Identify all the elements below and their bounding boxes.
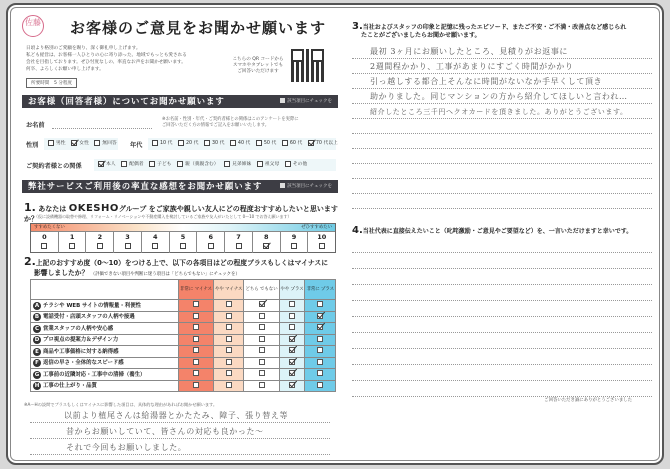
rating-checkbox[interactable]	[193, 370, 199, 376]
cell	[279, 357, 305, 369]
cell	[214, 311, 244, 323]
row-label	[31, 357, 179, 369]
cell	[279, 346, 305, 358]
row-label	[31, 300, 179, 312]
intro-text	[26, 45, 236, 73]
option-label: 兄弟姉妹	[232, 162, 252, 167]
row-label-text: チラシや WEB サイトの情報量・利便性	[43, 302, 141, 309]
name-field[interactable]	[52, 115, 152, 129]
scale-checkbox[interactable]	[236, 243, 242, 249]
cell	[179, 311, 214, 323]
cell	[279, 300, 305, 312]
relation-checkbox[interactable]	[98, 161, 104, 167]
gender-checkbox[interactable]	[48, 140, 54, 146]
cell	[214, 369, 244, 381]
rating-checkbox[interactable]	[317, 370, 323, 376]
option-label: 女性	[79, 141, 89, 146]
row-label	[31, 380, 179, 392]
cell	[244, 357, 279, 369]
question-text: あなたは	[38, 205, 67, 213]
relation-checkbox[interactable]	[224, 161, 230, 167]
age-label: 年代	[130, 142, 143, 149]
rating-checkbox[interactable]	[259, 301, 265, 307]
recommend-scale	[30, 223, 336, 253]
row-label-text: 電話受付・店頭スタッフの人柄や接遇	[43, 314, 135, 321]
rating-checkbox[interactable]	[259, 382, 265, 388]
row-label-text: 工事の仕上がり・品質	[43, 383, 97, 390]
qr-caption	[228, 57, 288, 75]
column-header: やや マイナス	[214, 280, 244, 300]
checkbox-icon	[280, 98, 285, 103]
cell	[214, 357, 244, 369]
question-text: グループ をご家族や親しい友人にどの程度おすすめしたいと思いますか？	[24, 205, 338, 223]
question-1	[24, 201, 338, 224]
age-checkbox[interactable]	[282, 140, 288, 146]
question-sub: （評価できない項目や判断に迷う項目は「どちらでもない」にチェックを）	[90, 272, 240, 277]
closing-message: ご回答いただき誠にありがとうございました	[544, 398, 632, 403]
scale-option[interactable]	[59, 232, 87, 253]
scale-number: 2	[97, 233, 103, 241]
cell	[305, 357, 336, 369]
rating-checkbox[interactable]	[193, 313, 199, 319]
scale-option[interactable]	[281, 232, 309, 253]
rating-checkbox[interactable]	[289, 370, 295, 376]
table-row	[31, 323, 336, 335]
age-checkbox[interactable]	[204, 140, 210, 146]
scale-options	[31, 232, 335, 253]
cell	[214, 346, 244, 358]
cell	[244, 311, 279, 323]
rating-checkbox[interactable]	[289, 347, 295, 353]
option-label: 20 代	[185, 141, 199, 146]
rating-checkbox[interactable]	[259, 347, 265, 353]
letter-badge-icon: A	[34, 302, 40, 309]
table-row	[31, 346, 336, 358]
question-number: 1.	[24, 201, 36, 214]
check-note-text: 該当項目にチェックを	[287, 184, 332, 189]
question-text: 当社およびスタッフの印象と記憶に残ったエピソード、またご不安・ご不満・改善点など感じられ	[362, 24, 627, 31]
relation-checkbox[interactable]	[149, 161, 155, 167]
rating-checkbox[interactable]	[259, 336, 265, 342]
table-row	[31, 300, 336, 312]
rating-checkbox[interactable]	[193, 301, 199, 307]
q4-answer-line[interactable]	[352, 383, 652, 397]
table-header	[31, 280, 336, 300]
scale-option[interactable]	[31, 232, 59, 253]
rating-checkbox[interactable]	[289, 382, 295, 388]
q2-answer-line[interactable]: 昔からお願いしていて、皆さんの対応も良かった〜	[30, 425, 330, 439]
cell	[214, 300, 244, 312]
letter-badge-icon: D	[34, 337, 40, 344]
scale-option[interactable]	[170, 232, 198, 253]
relation-checkbox[interactable]	[257, 161, 263, 167]
rating-checkbox[interactable]	[226, 336, 232, 342]
letter-badge-icon: B	[34, 314, 40, 321]
row-label-text: 営業スタッフの人柄や安心感	[43, 325, 114, 332]
column-header: 非常に マイナス	[179, 280, 214, 300]
cell	[244, 369, 279, 381]
question-1-sub: （仮に設備機器の取替や修理、リフォーム・リノベーションや不動産購入を検討しているご家族や友人がいたとして 0〜10 でお答え願います）	[34, 214, 292, 219]
name-note	[162, 117, 299, 128]
option-label: 祖父母	[264, 162, 280, 167]
cell	[214, 334, 244, 346]
cell	[179, 323, 214, 335]
question-4	[352, 225, 632, 236]
rating-checkbox[interactable]	[289, 359, 295, 365]
cell	[179, 357, 214, 369]
row-label	[31, 346, 179, 358]
rating-checkbox[interactable]	[317, 359, 323, 365]
question-text: たことがございましたらお聞かせ願います。	[361, 32, 481, 39]
age-checkbox[interactable]	[308, 140, 314, 146]
option-label: 60 代	[289, 141, 303, 146]
rating-checkbox[interactable]	[226, 324, 232, 330]
option-label: 30 代	[211, 141, 225, 146]
scale-checkbox[interactable]	[152, 243, 158, 249]
cell	[279, 323, 305, 335]
brand-name: OKESHO	[68, 203, 119, 214]
seal-stamp: 佐藤	[22, 15, 44, 37]
survey-sheet	[6, 3, 664, 465]
row-label-text: 返信の早さ・全体的なスピード感	[43, 360, 124, 367]
relation-options	[94, 159, 336, 171]
scale-number: 5	[180, 233, 186, 241]
option-label: 50 代	[263, 141, 277, 146]
option-label: その他	[292, 162, 308, 167]
option-label: 10 代	[160, 141, 173, 146]
row-label	[31, 369, 179, 381]
left-column	[12, 5, 338, 467]
cell	[305, 369, 336, 381]
rating-checkbox[interactable]	[317, 301, 323, 307]
cell	[305, 380, 336, 392]
scale-left-label: すすめたくない	[34, 225, 65, 230]
impact-table	[30, 279, 336, 392]
section-title: 弊社サービスご利用後の率直な感想をお聞かせ願います	[28, 181, 263, 191]
cell	[305, 300, 336, 312]
age-checkbox[interactable]	[152, 140, 158, 146]
respondent-section-bar	[22, 95, 338, 108]
rating-checkbox[interactable]	[193, 347, 199, 353]
letter-badge-icon: H	[34, 383, 40, 390]
scale-option[interactable]	[225, 232, 253, 253]
age-checkbox[interactable]	[230, 140, 236, 146]
scale-checkbox[interactable]	[41, 243, 47, 249]
letter-badge-icon: G	[34, 371, 40, 378]
option-label: 無回答	[102, 141, 117, 146]
rating-checkbox[interactable]	[289, 336, 295, 342]
option-label: 本人	[106, 162, 116, 167]
q3-answer-line[interactable]: 紹介したところ三千円へクオカードを頂きました。ありがとうございます。	[352, 105, 652, 119]
q3-answer-line[interactable]	[352, 195, 652, 209]
rating-checkbox[interactable]	[226, 313, 232, 319]
scale-number: 3	[125, 233, 130, 241]
q3-answer-line[interactable]: 最初 3ヶ月にお願いしたところ、見積りがお返事に	[352, 45, 652, 59]
table-row	[31, 380, 336, 392]
relation-checkbox[interactable]	[177, 161, 183, 167]
table-row	[31, 357, 336, 369]
scale-checkbox[interactable]	[97, 243, 103, 249]
option-label: 親（義親含む）	[185, 162, 219, 167]
rating-checkbox[interactable]	[259, 313, 265, 319]
time-required: 所要時間 5 分程度	[26, 78, 77, 88]
rating-checkbox[interactable]	[193, 336, 199, 342]
gender-options	[44, 138, 118, 150]
q4-answer-line[interactable]	[352, 303, 652, 317]
row-label	[31, 323, 179, 335]
q4-answer-line[interactable]	[352, 255, 652, 269]
q4-answer-line[interactable]	[352, 271, 652, 285]
option-label: 40 代	[237, 141, 251, 146]
q4-answer-line[interactable]	[352, 335, 652, 349]
rating-checkbox[interactable]	[259, 324, 265, 330]
rating-checkbox[interactable]	[317, 336, 323, 342]
scale-gradient	[31, 224, 335, 232]
gender-checkbox[interactable]	[71, 140, 77, 146]
q2-answer-line[interactable]: 以前より植尾さんは給湯器とかたたみ、障子、張り替え等	[30, 409, 330, 423]
q3-answer-line[interactable]: 助かりました。同じマンションの方から紹介してほしいと言われ…	[352, 90, 652, 104]
q4-answer-line[interactable]	[352, 367, 652, 381]
q3-answer-line[interactable]	[352, 165, 652, 179]
q2-footnote: ※A〜Hの設問でプラスもしくはマイナスに影響した項目は、具体的な理由があればお聞かせ願います。	[24, 402, 218, 407]
impressions-section-bar	[22, 180, 338, 193]
intro-line: 日頃より格別のご愛顧を賜り、深く御礼申し上げます。	[26, 46, 141, 51]
cell	[244, 300, 279, 312]
check-note	[280, 95, 332, 108]
q3-answer-line[interactable]	[352, 120, 652, 134]
qr-caption-line: ご回答いただけます	[237, 69, 279, 74]
question-number: 4.	[352, 225, 363, 236]
scale-checkbox[interactable]	[263, 243, 269, 249]
relation-checkbox[interactable]	[285, 161, 291, 167]
row-label	[31, 311, 179, 323]
qr-caption-line: スマホやタブレットでも	[232, 63, 284, 68]
cell	[279, 380, 305, 392]
rating-checkbox[interactable]	[193, 382, 199, 388]
table-row	[31, 311, 336, 323]
row-label-text: 商品や工事価格に対する納得感	[43, 348, 119, 355]
header-blank	[31, 280, 179, 300]
cell	[244, 334, 279, 346]
scale-checkbox[interactable]	[291, 243, 297, 249]
check-note-text: 該当項目にチェックを	[287, 99, 332, 104]
rating-checkbox[interactable]	[226, 359, 232, 365]
cell	[214, 380, 244, 392]
scale-option[interactable]	[114, 232, 142, 253]
row-label-text: 工事前の近隣対応・工事中の清掃（養生）	[43, 371, 146, 378]
option-label: 子ども	[157, 162, 172, 167]
intro-line: 私ども経営は、お客様一人ひとりの心に寄り添った、地域でもっとも愛される	[26, 53, 187, 58]
table-row	[31, 369, 336, 381]
cell	[179, 380, 214, 392]
q2-answer-line[interactable]: それで今回もお願いしました。	[30, 441, 330, 455]
scale-option[interactable]	[308, 232, 335, 253]
rating-checkbox[interactable]	[193, 324, 199, 330]
q3-answer-line[interactable]: 引っ越しする都合上そんなに時間がないなか手早くして頂き	[352, 75, 652, 89]
q4-answer-line[interactable]	[352, 351, 652, 365]
cell	[244, 323, 279, 335]
q4-answer-line[interactable]	[352, 319, 652, 333]
rating-checkbox[interactable]	[289, 313, 295, 319]
cell	[179, 369, 214, 381]
cell	[214, 323, 244, 335]
scale-number: 7	[236, 233, 241, 241]
page-title: お客様のご意見をお聞かせ願います	[70, 19, 327, 37]
rating-checkbox[interactable]	[226, 382, 232, 388]
scale-checkbox[interactable]	[125, 243, 131, 249]
question-number: 2.	[24, 255, 36, 268]
check-note	[280, 180, 332, 193]
q3-answer-line[interactable]	[352, 180, 652, 194]
cell	[279, 311, 305, 323]
question-number: 3.	[352, 21, 363, 32]
right-column	[344, 5, 662, 467]
intro-line: 会社を目指しております。ぜひ忖度なしの、率直なお声をお聞かせ願います。	[26, 60, 186, 65]
scale-checkbox[interactable]	[180, 243, 186, 249]
checkbox-icon	[280, 183, 285, 188]
cell	[279, 369, 305, 381]
age-checkbox[interactable]	[178, 140, 184, 146]
q3-answer-line[interactable]	[352, 150, 652, 164]
relation-checkbox[interactable]	[121, 161, 127, 167]
relation-label: ご契約者様との関係	[26, 163, 82, 170]
scale-option[interactable]	[86, 232, 114, 253]
rating-checkbox[interactable]	[289, 324, 295, 330]
scale-option[interactable]	[253, 232, 281, 253]
question-3	[352, 23, 626, 40]
header	[18, 13, 336, 39]
scale-checkbox[interactable]	[208, 243, 214, 249]
scale-option[interactable]	[142, 232, 170, 253]
rating-checkbox[interactable]	[226, 301, 232, 307]
age-checkbox[interactable]	[256, 140, 262, 146]
name-label: お名前	[26, 122, 45, 129]
scale-number: 10	[317, 233, 327, 241]
scale-option[interactable]	[197, 232, 225, 253]
scale-checkbox[interactable]	[69, 243, 75, 249]
cell	[179, 300, 214, 312]
note-line: ご回答いただく方の情報でご記入をお願いいたします。	[162, 122, 270, 128]
section-title: お客様（回答者様）についてお聞かせ願います	[28, 96, 225, 106]
letter-badge-icon: C	[34, 325, 40, 332]
rating-checkbox[interactable]	[317, 324, 323, 330]
column-header: 非常に プラス	[305, 280, 336, 300]
option-label: 70 代以上	[315, 141, 338, 146]
scale-number: 8	[263, 233, 269, 241]
scale-right-label: ぜひすすめたい	[301, 225, 332, 230]
cell	[244, 380, 279, 392]
rating-checkbox[interactable]	[289, 301, 295, 307]
rating-checkbox[interactable]	[317, 313, 323, 319]
cell	[179, 346, 214, 358]
scale-number: 9	[291, 233, 297, 241]
cell	[305, 323, 336, 335]
rating-checkbox[interactable]	[259, 359, 265, 365]
row-label-text: プロ視点の提案力＆デザイン力	[43, 337, 119, 344]
rating-checkbox[interactable]	[226, 370, 232, 376]
rating-checkbox[interactable]	[259, 370, 265, 376]
scale-number: 4	[153, 233, 158, 241]
age-options	[148, 138, 336, 150]
cell	[305, 334, 336, 346]
qr-caption-line: こちらの QR コードから	[232, 57, 284, 62]
scale-number: 6	[208, 233, 214, 241]
rating-checkbox[interactable]	[317, 382, 323, 388]
question-text: 影響しましたか？	[34, 269, 89, 277]
scale-number: 1	[69, 233, 75, 241]
intro-line: 何卒、よろしくお願い申し上げます。	[26, 67, 104, 72]
scale-number: 0	[42, 233, 47, 241]
q3-answer-line[interactable]: 2週間程かかり、工事があまりにすごく時間がかかり	[352, 60, 652, 74]
rating-checkbox[interactable]	[317, 347, 323, 353]
rating-checkbox[interactable]	[193, 359, 199, 365]
column-header: やや プラス	[279, 280, 305, 300]
q4-answer-line[interactable]	[352, 239, 652, 253]
table-row	[31, 334, 336, 346]
note-line: ※お名前・性別・年代・ご契約者様との関係はこのアンケートを実際に	[162, 117, 299, 122]
column-header: どちら でもない	[244, 280, 279, 300]
gender-checkbox[interactable]	[94, 140, 100, 146]
cell	[279, 334, 305, 346]
cell	[244, 346, 279, 358]
scale-checkbox[interactable]	[319, 243, 325, 249]
gender-label: 性別	[26, 142, 39, 149]
question-text: 上記のおすすめ度（0〜10）をつける上で、以下の各項目はどの程度プラスもしくはマイナスに	[35, 259, 329, 267]
question-text: 当社代表に直接伝えたいこと（叱咤激励・ご意見やご要望など）を、一言いただけますと幸いです。	[362, 228, 633, 235]
letter-badge-icon: F	[33, 359, 41, 367]
question-2	[24, 257, 328, 280]
qr-code-icon[interactable]	[291, 49, 324, 82]
q3-answer-line[interactable]	[352, 135, 652, 149]
cell	[305, 346, 336, 358]
option-label: 配偶者	[129, 162, 144, 167]
letter-badge-icon: E	[33, 348, 41, 356]
q4-answer-line[interactable]	[352, 287, 652, 301]
row-label	[31, 334, 179, 346]
rating-checkbox[interactable]	[226, 347, 232, 353]
option-label: 男性	[56, 141, 66, 146]
cell	[179, 334, 214, 346]
